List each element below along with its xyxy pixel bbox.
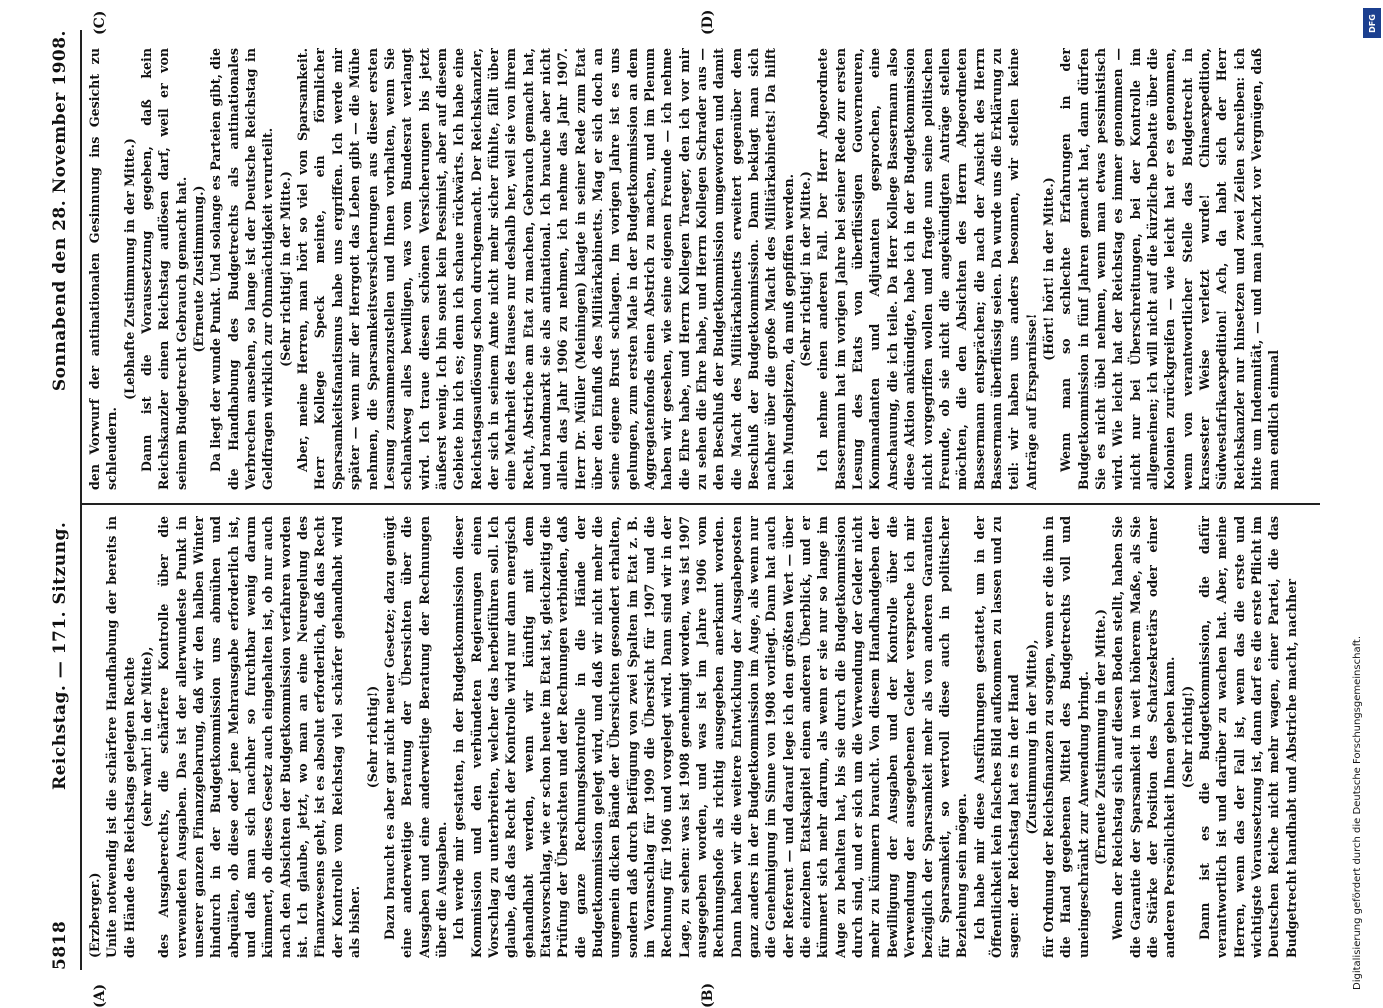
paragraph: Dann ist die Voraussetzung gegeben, daß kein Reichskanzler einen Reichstag auflösen darf, weil er von seinem Budgetrecht Gebrauch gemacht hat.: [139, 48, 189, 490]
page-header: [40, 30, 80, 970]
interjection: (Sehr richtig!): [364, 685, 380, 789]
paragraph: Ich habe mir diese Ausführungen gestattet, um in der Öffentlichkeit kein falsches Bild aufkommen zu lassen und zu sagen: der Reichstag hat es in der Hand: [971, 516, 1022, 958]
interjection: (Sehr richtig!): [1179, 685, 1195, 789]
header-rule: [80, 30, 82, 970]
paragraph: Aber, meine Herren, man hört so viel von Sparsamkeit. Herr Kollege Speck meinte, ein förmlicher Sparsamkeitsfanatismus habe uns ergriffen. Ich werde mir später — wenn mir der Herrgott das Leben gibt — die Mühe nehmen, die Sparsamkeitsversicherungen aus dieser ersten Lesung zusammenzustellen und Ihnen vorhalten, wenn Sie schlankweg alles bewilligen, was vom Bundesrat verlangt wird. Ich traue diesen schönen Versicherungen bis jetzt äußerst wenig. Ich bin sonst kein Pessimist, aber auf diesem Gebiete bin ich es; denn ich schaue rückwärts. Ich habe eine Reichstagsauflösung schon durchgemacht. Der Reichskanzler, der sich in seinem Amte nicht mehr sicher fühlte, fällt über eine Mehrheit des Hauses nur deshalb her, weil sie von ihrem Recht, Abstriche am Etat zu machen, Gebrauch gemacht hat, und brandmarkt sie als antinational. Ich brauche aber nicht allein das Jahr 1906 zu nehmen, ich nehme das Jahr 1907. Herr Dr. Müller (Meiningen) klagte in seiner Rede zum Etat über den Einfluß des Militärkabinetts. Mag er sich doch an seine eigene Brust schlagen. Im vorigen Jahre ist es uns gelungen, zum ersten Male in der Budgetkommission an dem Aggregatenfonds einen Abstrich zu machen, und im Plenum haben wir gesehen, wie seine eigenen Freunde — ich nehme die Ehre habe, und Herrn Kollegen Traeger, den ich vor mir zu sehen die Ehre habe, und Herrn Kollegen Schrader aus — den Beschluß der Budgetkommission umgeworfen und damit die Macht des Militärkabinetts erweitert gegenüber dem Beschluß der Budgetkommission. Dann beklagt man sich nachher über die große Macht des Militärkabinetts! Da hilft kein Mundspitzen, da muß gepfiffen werden.: [295, 48, 796, 490]
paragraph: Wenn der Reichstag sich auf diesen Boden stellt, haben Sie die Garantie der Sparsamkeit in weit höherem Maße, als Sie die Stärke der Position des Schatzsekretärs oder einer anderen Persönlichkeit Ihnen geben kann.: [1110, 516, 1178, 958]
interjection: (Erneute Zustimmung in der Mitte.): [1092, 609, 1108, 865]
rotated-page: [40, 9, 1330, 1008]
margin-marker-a: (A): [92, 983, 108, 1008]
interjection: (Lebhafte Zustimmung in der Mitte.): [121, 138, 137, 400]
session-date: Sonnabend den 28. November 1908.: [50, 30, 70, 392]
paragraph: Ich nehme einen anderen Fall. Der Herr Abgeordnete Bassermann hat im vorigen Jahre bei seiner Rede zur ersten Lesung des Etats von überflüssigen Gouverneuren, Kommandanten und Adjutanten gesprochen, eine Anschauung, die ich teile. Da Herr Kollege Bassermann also diese Aktion ankündigte, habe ich in der Budgetkommission nicht vorgegriffen wollen und fragte nun seine politischen Freunde, ob sie nicht die angekündigten Anträge stellen möchten, die den Absichten des Herrn Abgeordneten Bassermann entsprächen; die nach der Ansicht des Herrn Bassermann überflüssig seien. Da wurde uns die Erklärung zu teil: wir haben uns anders besonnen, wir stellen keine Anträge auf Ersparnisse!: [815, 48, 1039, 490]
page-number: 5818: [50, 920, 70, 970]
column-divider: [80, 504, 1320, 506]
paragraph: des Ausgaberechts, die schärfere Kontrolle über die verwendeten Ausgaben. Das ist der allerwundeste Punkt in unserer ganzen Finanzgebarung, daß wir den halben Winter hindurch in der Budgetkommission uns abmühen und abquälen, ob diese oder jene Mehrausgabe erforderlich ist, und daß man sich nachher so furchtbar wenig darum kümmert, ob dieses Gesetz auch eingehalten ist, ob nur auch nach den Absichten der Budgetkommission verfahren worden ist. Ich glaube, jetzt, wo man an eine Neuregelung des Finanzwesens geht, ist es absolut erforderlich, daß das Recht der Kontrolle vom Reichstag viel schärfer gehandhabt wird als bisher.: [156, 516, 363, 958]
left-column: [86, 516, 1316, 958]
speaker-name: (Erzberger.): [87, 872, 102, 958]
paragraph: Dann ist es die Budgetkommission, die dafür verantwortlich ist und darüber zu wachen hat. Aber, meine Herren, wenn das der Fall ist, wenn das die erste und wichtigste Voraussetzung ist, dann darf es die erste Pflicht im Deutschen Reiche nicht mehr wagen, einer Partei, die das Budgetrecht handhabt und Abstriche macht, nachher: [1197, 516, 1299, 958]
digitization-credit: Digitalisierung gefördert durch die Deutsche Forschungsgemeinschaft.: [1352, 635, 1363, 990]
interjection: (Zustimmung in der Mitte),: [1023, 639, 1039, 835]
margin-marker-b: (B): [700, 982, 716, 1008]
right-column: [86, 48, 1316, 490]
paragraph: Unite notwendig ist die schärfere Handhabung der bereits in die Hände des Reichstags gelegten Rechte: [104, 516, 137, 958]
margin-marker-d: (D): [700, 9, 716, 35]
interjection: (sehr wahr! in der Mitte),: [139, 646, 155, 828]
dfg-logo: [1363, 8, 1381, 38]
interjection: (Hört! hört! in der Mitte.): [1040, 177, 1056, 361]
margin-marker-c: (C): [92, 10, 108, 35]
interjection: (Erneute Zustimmung.): [191, 185, 207, 353]
interjection: (Sehr richtig! in der Mitte.): [798, 171, 814, 367]
paragraph: für Ordnung der Reichsfinanzen zu sorgen, wenn er die ihm in die Hand gegebenen Mittel des Budgetrechts voll und uneingeschränkt zur Anwendung bringt.: [1040, 516, 1091, 958]
paragraph: Da liegt der wunde Punkt. Und solange es Parteien gibt, die die Handhabung des Budgetrechts als antinationales Verbrechen ansehen, so lange ist der Deutsche Reichstag in Geldfragen wirklich zur Ohnmächtigkeit verurteilt.: [208, 48, 276, 490]
paragraph: Ich werde mir gestatten, in der Budgetkommission dieser Kommission und den verbündeten Regierungen einen Vorschlag zu unterbreiten, welcher das herbeiführen soll. Ich glaube, daß das Recht der Kontrolle wird nur dann energisch gehandhabt werden, wenn wir künftig mit dem Etatsvorschlag, wie er schon heute im Etat ist, gleichzeitig die Prüfung der Übersichten und der Rechnungen verbinden, daß die ganze Rechnungskontrolle in die Hände der Budgetkommission gelegt wird, und daß wir nicht mehr die ungemein dicken Bände der Übersichten gesondert erhalten, sondern daß durch Beifügung von zwei Spalten im Etat z. B. im Voranschlag für 1909 die Übersicht für 1907 und die Rechnung für 1906 und vorgelegt wird. Dann sind wir in der Lage, zu sehen: was ist 1908 genehmigt worden, was ist 1907 ausgegeben worden, und was ist im Jahre 1906 vom Rechnungshofe als richtig ausgegeben anerkannt worden. Dann haben wir die weitere Entwicklung der Ausgabeposten ganz anders in der Budgetkommission im Auge, als wenn nur die Genehmigung im Sinne von 1908 vorliegt. Dann hat auch der Referent — und darauf lege ich den größten Wert — über die einzelnen Etatskapitel einen anderen Überblick, und er kümmert sich mehr darum, als wenn er sie nur so lange im Auge zu behalten hat, bis sie durch die Budgetkommission durch sind, und er sich um die Verwendung der Gelder nicht mehr zu kümmern braucht. Von diesem Handhandgeben der Bewilligung der Ausgaben und der Kontrolle über die Verwendung der ausgegebenen Gelder verspreche ich mir bezüglich der Sparsamkeit mehr als von anderen Garantien für Sparsamkeit, so wertvoll diese auch in politischer Beziehung sein mögen.: [451, 516, 970, 958]
dfg-logo-text: DFG: [1367, 13, 1377, 33]
interjection: (Sehr richtig! in der Mitte.): [277, 171, 293, 367]
paragraph: den Vorwurf der antinationalen Gesinnung ins Gesicht zu schleudern.: [87, 48, 120, 490]
paragraph: Wenn man so schlechte Erfahrungen in der Budgetkommission in fünf Jahren gemacht hat, dann dürfen Sie es nicht übel nehmen, wenn man etwas pessimistisch wird. Wie leicht hat der Reichstag es immer genommen — nicht nur bei Überschreitungen, bei der Kontrolle im allgemeinen; ich will nicht auf die kürzliche Debatte über die Kolonien zurückgreifen — wie leicht hat er es genommen, wenn von verantwortlicher Stelle das Budgetrecht in krassester Weise verletzt wurde! Chinaexpedition, Südwestafrikaexpedition! Ach, da habt sich der Herr Reichskanzler nur hinsetzen und zwei Zeilen schreiben: ich bitte um Indemnität, — und man jauchzt vor Vergnügen, daß man endlich einmal: [1058, 48, 1282, 490]
session-title: Reichstag. — 171. Sitzung.: [50, 521, 70, 791]
paragraph: Dazu braucht es aber gar nicht neuer Gesetze; dazu genügt eine anderweitige Beratung der Übersichten über die Ausgaben und eine anderweitige Beratung der Rechnungen über die Ausgaben.: [381, 516, 449, 958]
